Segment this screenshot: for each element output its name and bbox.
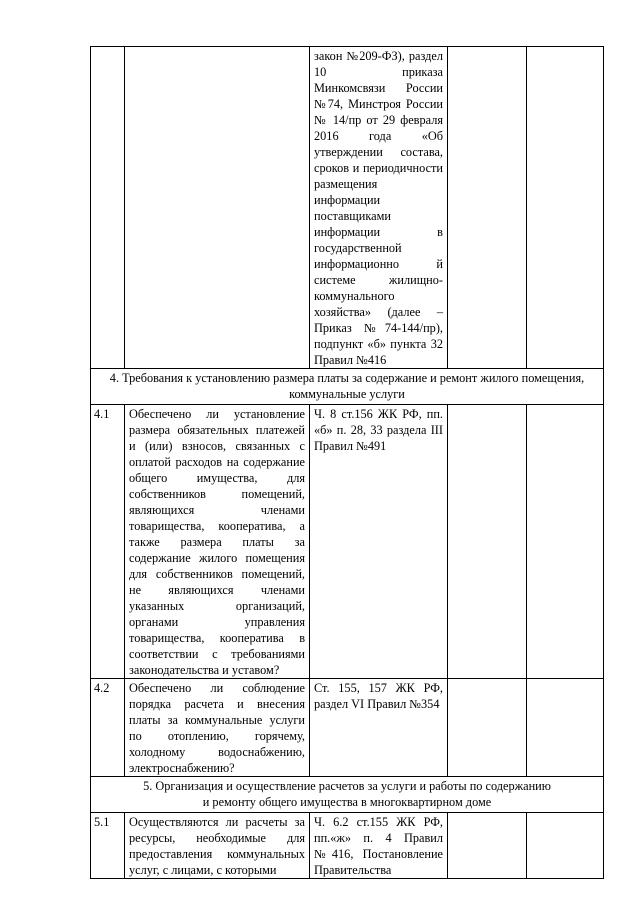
row-question: Обеспечено ли установление размера обязательных платежей и (или) взносов, связанных с оплатой расходов на содержание общего имущества, для собственников помещений, являющихся членами товарищества, кооператива, а также размера платы за содержание жилого помещения для собственников помещений, не являющихся членами указанных организаций, органами управления товарищества, кооператива в соответствии с требованиями законодательства и уставом? [125, 405, 310, 679]
row-question: Обеспечено ли соблюдение порядка расчета и внесения платы за коммунальные услуги по отоплению, горячему, холодному водоснабжению, электроснабжению? [125, 679, 310, 777]
row-reference: Ч. 6.2 ст.155 ЖК РФ, пп.«ж» п. 4 Правил №416, Постановление Правительства [310, 813, 448, 879]
row-note-cell [527, 405, 604, 679]
row-note-cell [527, 47, 604, 369]
row-question [125, 47, 310, 369]
table-row [91, 679, 604, 777]
row-number: 4.1 [91, 405, 125, 679]
row-number: 4.2 [91, 679, 125, 777]
row-note-cell [527, 679, 604, 777]
section-5-title-line2: и ремонту общего имущества в многоквартирном доме [202, 795, 492, 809]
row-answer-cell [448, 813, 527, 879]
row-reference: Ст. 155, 157 ЖК РФ, раздел VI Правил №354 [310, 679, 448, 777]
section-header-row [91, 369, 604, 405]
row-answer-cell [448, 405, 527, 679]
row-number: 5.1 [91, 813, 125, 879]
row-question: Осуществляются ли расчеты за ресурсы, необходимые для предоставления коммунальных услуг, с лицами, с которыми [125, 813, 310, 879]
row-reference: Ч. 8 ст.156 ЖК РФ, пп. «б» п. 28, 33 раздела III Правил №491 [310, 405, 448, 679]
row-reference: закон №209-ФЗ), раздел 10 приказа Минкомсвязи России №74, Минстроя России № 14/пр от 29 февраля 2016 года «Об утверждении состава, сроков и периодичности размещения информации поставщиками информации в государственной информационно й системе жилищно-коммунального хозяйства» (далее – Приказ №74-144/пр), подпункт «б» пункта 32 Правил №416 [310, 47, 448, 369]
row-note-cell [527, 813, 604, 879]
row-answer-cell [448, 679, 527, 777]
table-row [91, 405, 604, 679]
table-row [91, 47, 604, 369]
section-4-header [91, 369, 604, 405]
section-4-title-line2: коммунальные услуги [289, 387, 405, 401]
section-4-title-line1: 4. Требования к установлению размера платы за содержание и ремонт жилого помещения, [109, 371, 585, 385]
table-row [91, 813, 604, 879]
section-5-header [91, 777, 604, 813]
requirements-table [90, 46, 604, 879]
section-5-title-line1: 5. Организация и осуществление расчетов за услуги и работы по содержанию [143, 779, 551, 793]
section-header-row [91, 777, 604, 813]
row-answer-cell [448, 47, 527, 369]
row-number [91, 47, 125, 369]
